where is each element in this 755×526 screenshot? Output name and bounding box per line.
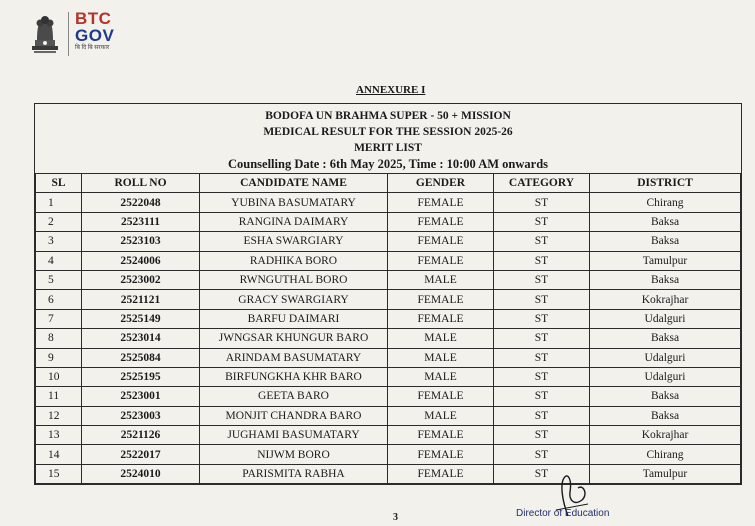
cell-gender: FEMALE (388, 290, 494, 309)
cell-roll-no: 2523014 (82, 329, 200, 348)
page-number: 3 (393, 512, 398, 523)
cell-candidate-name: RWNGUTHAL BORO (200, 270, 388, 289)
cell-candidate-name: JWNGSAR KHUNGUR BARO (200, 329, 388, 348)
btc-gov-brand (75, 10, 114, 51)
cell-sl: 1 (36, 193, 82, 212)
cell-sl: 2 (36, 212, 82, 231)
cell-roll-no: 2524010 (82, 464, 200, 483)
cell-district: Udalguri (590, 309, 741, 328)
cell-gender: FEMALE (388, 193, 494, 212)
col-header-gender: GENDER (388, 174, 494, 193)
cell-candidate-name: RANGINA DAIMARY (200, 212, 388, 231)
cell-district: Kokrajhar (590, 290, 741, 309)
cell-candidate-name: YUBINA BASUMATARY (200, 193, 388, 212)
cell-category: ST (494, 426, 590, 445)
table-row (36, 270, 741, 289)
cell-district: Baksa (590, 406, 741, 425)
merit-table (35, 173, 741, 484)
cell-sl: 9 (36, 348, 82, 367)
cell-candidate-name: ESHA SWARGIARY (200, 232, 388, 251)
cell-category: ST (494, 367, 590, 386)
table-header-row (36, 174, 741, 193)
cell-sl: 10 (36, 367, 82, 386)
cell-category: ST (494, 212, 590, 231)
cell-gender: MALE (388, 348, 494, 367)
cell-gender: FEMALE (388, 232, 494, 251)
table-row (36, 367, 741, 386)
cell-roll-no: 2523003 (82, 406, 200, 425)
brand-tagline: बि दि बि सरकार (75, 45, 110, 51)
cell-gender: MALE (388, 367, 494, 386)
cell-category: ST (494, 309, 590, 328)
cell-category: ST (494, 232, 590, 251)
cell-district: Tamulpur (590, 464, 741, 483)
cell-sl: 3 (36, 232, 82, 251)
cell-district: Chirang (590, 445, 741, 464)
header-logo (28, 10, 114, 56)
cell-sl: 11 (36, 387, 82, 406)
table-row (36, 232, 741, 251)
table-row (36, 251, 741, 270)
cell-sl: 4 (36, 251, 82, 270)
cell-sl: 15 (36, 464, 82, 483)
cell-sl: 8 (36, 329, 82, 348)
cell-district: Baksa (590, 232, 741, 251)
table-row (36, 406, 741, 425)
cell-category: ST (494, 329, 590, 348)
cell-roll-no: 2523001 (82, 387, 200, 406)
table-row (36, 193, 741, 212)
cell-sl: 12 (36, 406, 82, 425)
brand-line1: BTC (75, 9, 112, 28)
cell-roll-no: 2522048 (82, 193, 200, 212)
table-row (36, 290, 741, 309)
cell-roll-no: 2525084 (82, 348, 200, 367)
cell-candidate-name: RADHIKA BORO (200, 251, 388, 270)
col-header-name: CANDIDATE NAME (200, 174, 388, 193)
table-row (36, 426, 741, 445)
table-row (36, 445, 741, 464)
cell-category: ST (494, 193, 590, 212)
cell-candidate-name: BIRFUNGKHA KHR BARO (200, 367, 388, 386)
cell-gender: MALE (388, 329, 494, 348)
cell-gender: FEMALE (388, 251, 494, 270)
cell-roll-no: 2525195 (82, 367, 200, 386)
cell-gender: FEMALE (388, 309, 494, 328)
cell-candidate-name: GEETA BARO (200, 387, 388, 406)
col-header-roll: ROLL NO (82, 174, 200, 193)
annexure-title: ANNEXURE I (356, 84, 426, 96)
table-header-block (35, 104, 741, 173)
cell-category: ST (494, 387, 590, 406)
logo-divider (68, 12, 69, 56)
cell-roll-no: 2522017 (82, 445, 200, 464)
counselling-info: Counselling Date : 6th May 2025, Time : 10:00 AM onwards (227, 157, 549, 171)
table-row (36, 464, 741, 483)
col-header-sl: SL (36, 174, 82, 193)
list-title: MERIT LIST (354, 142, 422, 154)
cell-gender: FEMALE (388, 445, 494, 464)
col-header-category: CATEGORY (494, 174, 590, 193)
cell-category: ST (494, 348, 590, 367)
cell-roll-no: 2521121 (82, 290, 200, 309)
cell-roll-no: 2523103 (82, 232, 200, 251)
cell-candidate-name: JUGHAMI BASUMATARY (200, 426, 388, 445)
table-row (36, 329, 741, 348)
cell-roll-no: 2524006 (82, 251, 200, 270)
cell-category: ST (494, 270, 590, 289)
table-row (36, 212, 741, 231)
cell-district: Udalguri (590, 348, 741, 367)
cell-category: ST (494, 406, 590, 425)
cell-sl: 5 (36, 270, 82, 289)
cell-district: Chirang (590, 193, 741, 212)
cell-district: Udalguri (590, 367, 741, 386)
brand-line2: GOV (75, 26, 115, 45)
cell-gender: MALE (388, 406, 494, 425)
cell-category: ST (494, 464, 590, 483)
cell-district: Baksa (590, 387, 741, 406)
cell-district: Baksa (590, 270, 741, 289)
cell-sl: 13 (36, 426, 82, 445)
cell-candidate-name: ARINDAM BASUMATARY (200, 348, 388, 367)
cell-roll-no: 2521126 (82, 426, 200, 445)
mission-title: BODOFA UN BRAHMA SUPER - 50 + MISSION (265, 110, 511, 122)
result-title: MEDICAL RESULT FOR THE SESSION 2025-26 (263, 126, 513, 138)
cell-district: Baksa (590, 212, 741, 231)
cell-candidate-name: NIJWM BORO (200, 445, 388, 464)
table-row (36, 387, 741, 406)
cell-roll-no: 2525149 (82, 309, 200, 328)
cell-candidate-name: MONJIT CHANDRA BARO (200, 406, 388, 425)
cell-gender: FEMALE (388, 426, 494, 445)
cell-sl: 6 (36, 290, 82, 309)
cell-district: Baksa (590, 329, 741, 348)
cell-district: Kokrajhar (590, 426, 741, 445)
cell-roll-no: 2523002 (82, 270, 200, 289)
cell-gender: FEMALE (388, 387, 494, 406)
cell-gender: MALE (388, 270, 494, 289)
state-emblem-icon (28, 10, 62, 54)
cell-gender: FEMALE (388, 464, 494, 483)
cell-sl: 14 (36, 445, 82, 464)
cell-category: ST (494, 290, 590, 309)
table-row (36, 309, 741, 328)
cell-candidate-name: BARFU DAIMARI (200, 309, 388, 328)
cell-candidate-name: GRACY SWARGIARY (200, 290, 388, 309)
merit-list-sheet (34, 103, 742, 485)
cell-sl: 7 (36, 309, 82, 328)
cell-roll-no: 2523111 (82, 212, 200, 231)
cell-category: ST (494, 251, 590, 270)
cell-district: Tamulpur (590, 251, 741, 270)
signature-caption: Director of Education (516, 508, 610, 519)
cell-category: ST (494, 445, 590, 464)
table-row (36, 348, 741, 367)
cell-gender: FEMALE (388, 212, 494, 231)
col-header-district: DISTRICT (590, 174, 741, 193)
cell-candidate-name: PARISMITA RABHA (200, 464, 388, 483)
